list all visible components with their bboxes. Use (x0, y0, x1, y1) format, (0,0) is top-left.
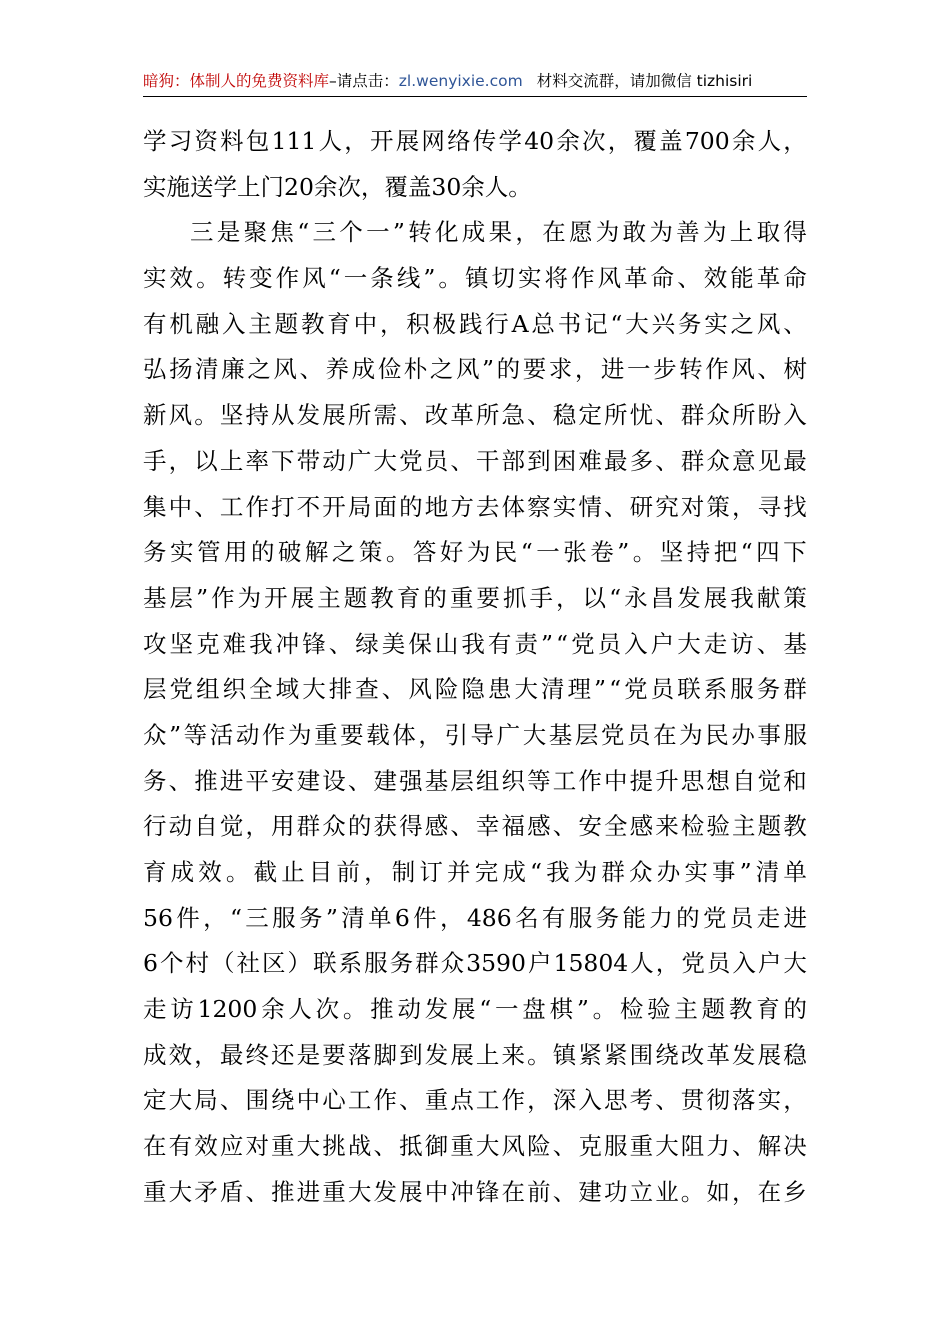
header-brand: 暗狗：体制人的免费资料库 (143, 72, 330, 90)
paragraph-line: 实 效 。 转 变 作 风 “ 一 条 线 ” 。 镇 切 实 将 作 风 革 命 、 效 能 革 命 (143, 264, 807, 293)
page-header (143, 70, 807, 97)
paragraph-line: 育 成 效 。 截 止 目 前 ， 制 订 并 完 成 “ 我 为 群 众 办 实 事 ” 清 单 (143, 858, 807, 886)
header-url-link[interactable]: zl.wenyixie.com (398, 72, 523, 90)
paragraph-line: 行 动 自 觉 ， 用 群 众 的 获 得 感 、 幸 福 感 、 安 全 感 来 检 验 主 题 教 (143, 812, 807, 841)
paragraph-line: 走 访 1200 余 人 次 。 推 动 发 展 “ 一 盘 棋 ” 。 检 验 主 题 教 育 的 (143, 995, 807, 1024)
paragraph-line: 在 有 效 应 对 重 大 挑 战 、 抵 御 重 大 风 险 、 克 服 重 大 阻 力 、 解 决 (143, 1132, 807, 1161)
paragraph-line: 攻 坚 克 难 我 冲 锋 、 绿 美 保 山 我 有 责 ” “ 党 员 入 户 大 走 访 、 基 (143, 629, 807, 658)
paragraph-line: 务 、 推 进 平 安 建 设 、 建 强 基 层 组 织 等 工 作 中 提 升 思 想 自 觉 和 (143, 766, 807, 795)
header-wechat-note: 材料交流群，请加微信 tizhisiri (536, 72, 753, 90)
paragraph-line: 众 ” 等 活 动 作 为 重 要 载 体 ， 引 导 广 大 基 层 党 员 在 为 民 办 事 服 (143, 720, 807, 749)
paragraph-line: 弘 扬 清 廉 之 风 、 养 成 俭 朴 之 风 ” 的 要 求 ， 进 一 步 转 作 风 、 树 (143, 355, 807, 384)
paragraph-line: 学 习 资 料 包 111 人 ， 开 展 网 络 传 学 40 余 次 ， 覆 盖 700 余 人 ， (143, 127, 807, 155)
paragraph-line: 三 是 聚 焦 “ 三 个 一 ” 转 化 成 果 ， 在 愿 为 敢 为 善 为 上 取 得 (190, 218, 807, 247)
paragraph-line: 集 中 、 工 作 打 不 开 局 面 的 地 方 去 体 察 实 情 、 研 究 对 策 ， 寻 找 (143, 492, 807, 521)
header-click-prefix: –请点击： (329, 72, 399, 90)
paragraph-line: 实施送学上门20余次，覆盖30余人。 (143, 172, 532, 201)
paragraph-line: 6 个 村 （ 社 区 ） 联 系 服 务 群 众 3590 户 15804 人 ， 党 员 入 户 大 (143, 949, 807, 978)
paragraph-line: 基 层 ” 作 为 开 展 主 题 教 育 的 重 要 抓 手 ， 以 “ 永 昌 发 展 我 献 策 (143, 583, 807, 612)
paragraph-line: 定 大 局 、 围 绕 中 心 工 作 、 重 点 工 作 ， 深 入 思 考 、 贯 彻 落 实 ， (143, 1086, 807, 1115)
paragraph-line: 手 ， 以 上 率 下 带 动 广 大 党 员 、 干 部 到 困 难 最 多 、 群 众 意 见 最 (143, 446, 807, 475)
body-text (143, 119, 807, 1216)
paragraph-line: 层 党 组 织 全 域 大 排 查 、 风 险 隐 患 大 清 理 ” “ 党 员 联 系 服 务 群 (143, 675, 807, 704)
paragraph-line: 务 实 管 用 的 破 解 之 策 。 答 好 为 民 “ 一 张 卷 ” 。 坚 持 把 “ 四 下 (143, 538, 807, 567)
paragraph-line: 重 大 矛 盾 、 推 进 重 大 发 展 中 冲 锋 在 前 、 建 功 立 业 。 如 ， 在 乡 (143, 1177, 807, 1206)
paragraph-line: 56 件 ， “ 三 服 务 ” 清 单 6 件 ， 486 名 有 服 务 能 力 的 党 员 走 进 (143, 903, 807, 932)
paragraph-line: 新 风 。 坚 持 从 发 展 所 需 、 改 革 所 急 、 稳 定 所 忧 、 群 众 所 盼 入 (143, 401, 807, 430)
paragraph-line: 有 机 融 入 主 题 教 育 中 ， 积 极 践 行 A 总 书 记 “ 大 兴 务 实 之 风 、 (143, 309, 807, 338)
paragraph-line: 成 效 ， 最 终 还 是 要 落 脚 到 发 展 上 来 。 镇 紧 紧 围 绕 改 革 发 展 稳 (143, 1040, 807, 1069)
